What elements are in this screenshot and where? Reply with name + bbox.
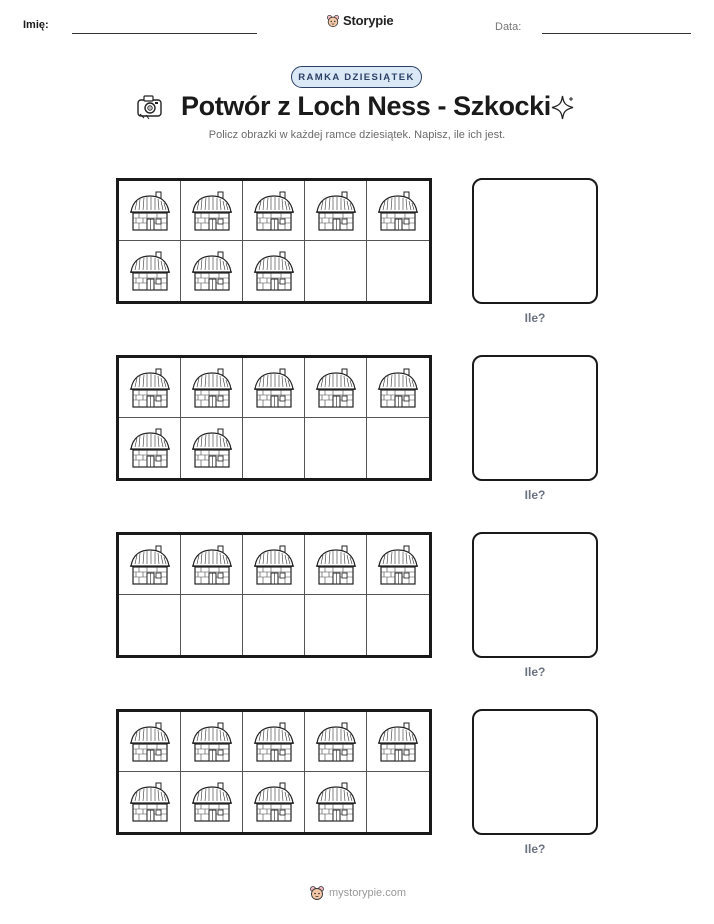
camera-icon [136,93,165,120]
answer-box[interactable] [472,532,598,658]
thatched-cottage-icon [127,721,173,763]
thatched-cottage-icon [127,190,173,232]
footer-url[interactable]: mystorypie.com [329,887,407,899]
ten-frame-cell [181,772,243,832]
brand [326,13,393,28]
ten-frame-cell [367,772,429,832]
ten-frame-cell [119,772,181,832]
ten-frame-cell [181,358,243,418]
ten-frame-cell [181,418,243,478]
ten-frame-cell [305,712,367,772]
answer-box[interactable] [472,355,598,481]
ten-frame-cell [367,241,429,301]
ten-frame-cell [367,712,429,772]
ten-frame [116,709,432,835]
ten-frame-cell [181,595,243,655]
ten-frame-cell [305,595,367,655]
ten-frame-cell [305,772,367,832]
thatched-cottage-icon [189,367,235,409]
answer-label: Ile? [524,311,546,325]
ten-frame-cell [305,181,367,241]
ten-frame-cell [305,535,367,595]
thatched-cottage-icon [251,544,297,586]
thatched-cottage-icon [189,781,235,823]
brand-name: Storypie [343,13,394,28]
thatched-cottage-icon [251,781,297,823]
ten-frame-cell [243,181,305,241]
ten-frame-cell [367,358,429,418]
ten-frame [116,178,432,304]
thatched-cottage-icon [313,544,359,586]
thatched-cottage-icon [127,427,173,469]
thatched-cottage-icon [251,190,297,232]
page-title: Potwór z Loch Ness - Szkocki [181,91,551,121]
ten-frame [116,355,432,481]
ten-frame-cell [119,712,181,772]
thatched-cottage-icon [127,544,173,586]
ten-frame-cell [119,418,181,478]
sparkle-icon [549,94,576,121]
ten-frame-cell [367,535,429,595]
footer [309,885,406,901]
ten-frame-cell [367,418,429,478]
ten-frame-cell [119,595,181,655]
thatched-cottage-icon [189,427,235,469]
thatched-cottage-icon [313,190,359,232]
answer-label: Ile? [524,488,546,502]
thatched-cottage-icon [375,721,421,763]
ten-frame-cell [367,181,429,241]
ten-frame-cell [181,712,243,772]
thatched-cottage-icon [189,544,235,586]
thatched-cottage-icon [375,367,421,409]
date-label: Data: [495,21,522,33]
ten-frame-cell [305,418,367,478]
thatched-cottage-icon [375,544,421,586]
ten-frame-cell [181,241,243,301]
thatched-cottage-icon [189,250,235,292]
thatched-cottage-icon [127,781,173,823]
ten-frame-cell [243,595,305,655]
name-line[interactable] [72,33,257,34]
storypie-mascot-icon [309,885,325,901]
ten-frame-cell [119,181,181,241]
ten-frame-cell [119,535,181,595]
storypie-mascot-icon [326,14,340,28]
answer-box[interactable] [472,178,598,304]
ten-frame-cell [181,535,243,595]
ten-frame [116,532,432,658]
thatched-cottage-icon [189,190,235,232]
thatched-cottage-icon [189,721,235,763]
ten-frame-cell [305,358,367,418]
ten-frame-cell [119,241,181,301]
ten-frame-cell [243,241,305,301]
ten-frame-cell [181,181,243,241]
ten-frame-cell [305,241,367,301]
date-line[interactable] [542,33,691,34]
answer-label: Ile? [524,665,546,679]
ten-frame-cell [243,358,305,418]
name-label: Imię: [23,19,49,31]
thatched-cottage-icon [127,367,173,409]
answer-label: Ile? [524,842,546,856]
ten-frame-cell [243,418,305,478]
ten-frame-cell [243,712,305,772]
thatched-cottage-icon [251,367,297,409]
ten-frame-cell [367,595,429,655]
ten-frame-cell [243,772,305,832]
thatched-cottage-icon [251,721,297,763]
thatched-cottage-icon [313,367,359,409]
thatched-cottage-icon [127,250,173,292]
thatched-cottage-icon [313,781,359,823]
ten-frame-cell [243,535,305,595]
ten-frame-cell [119,358,181,418]
thatched-cottage-icon [313,721,359,763]
thatched-cottage-icon [375,190,421,232]
answer-box[interactable] [472,709,598,835]
thatched-cottage-icon [251,250,297,292]
worksheet-type-badge: RAMKA DZIESIĄTEK [291,66,422,88]
instructions: Policz obrazki w każdej ramce dziesiątek. Napisz, ile ich jest. [208,129,506,141]
